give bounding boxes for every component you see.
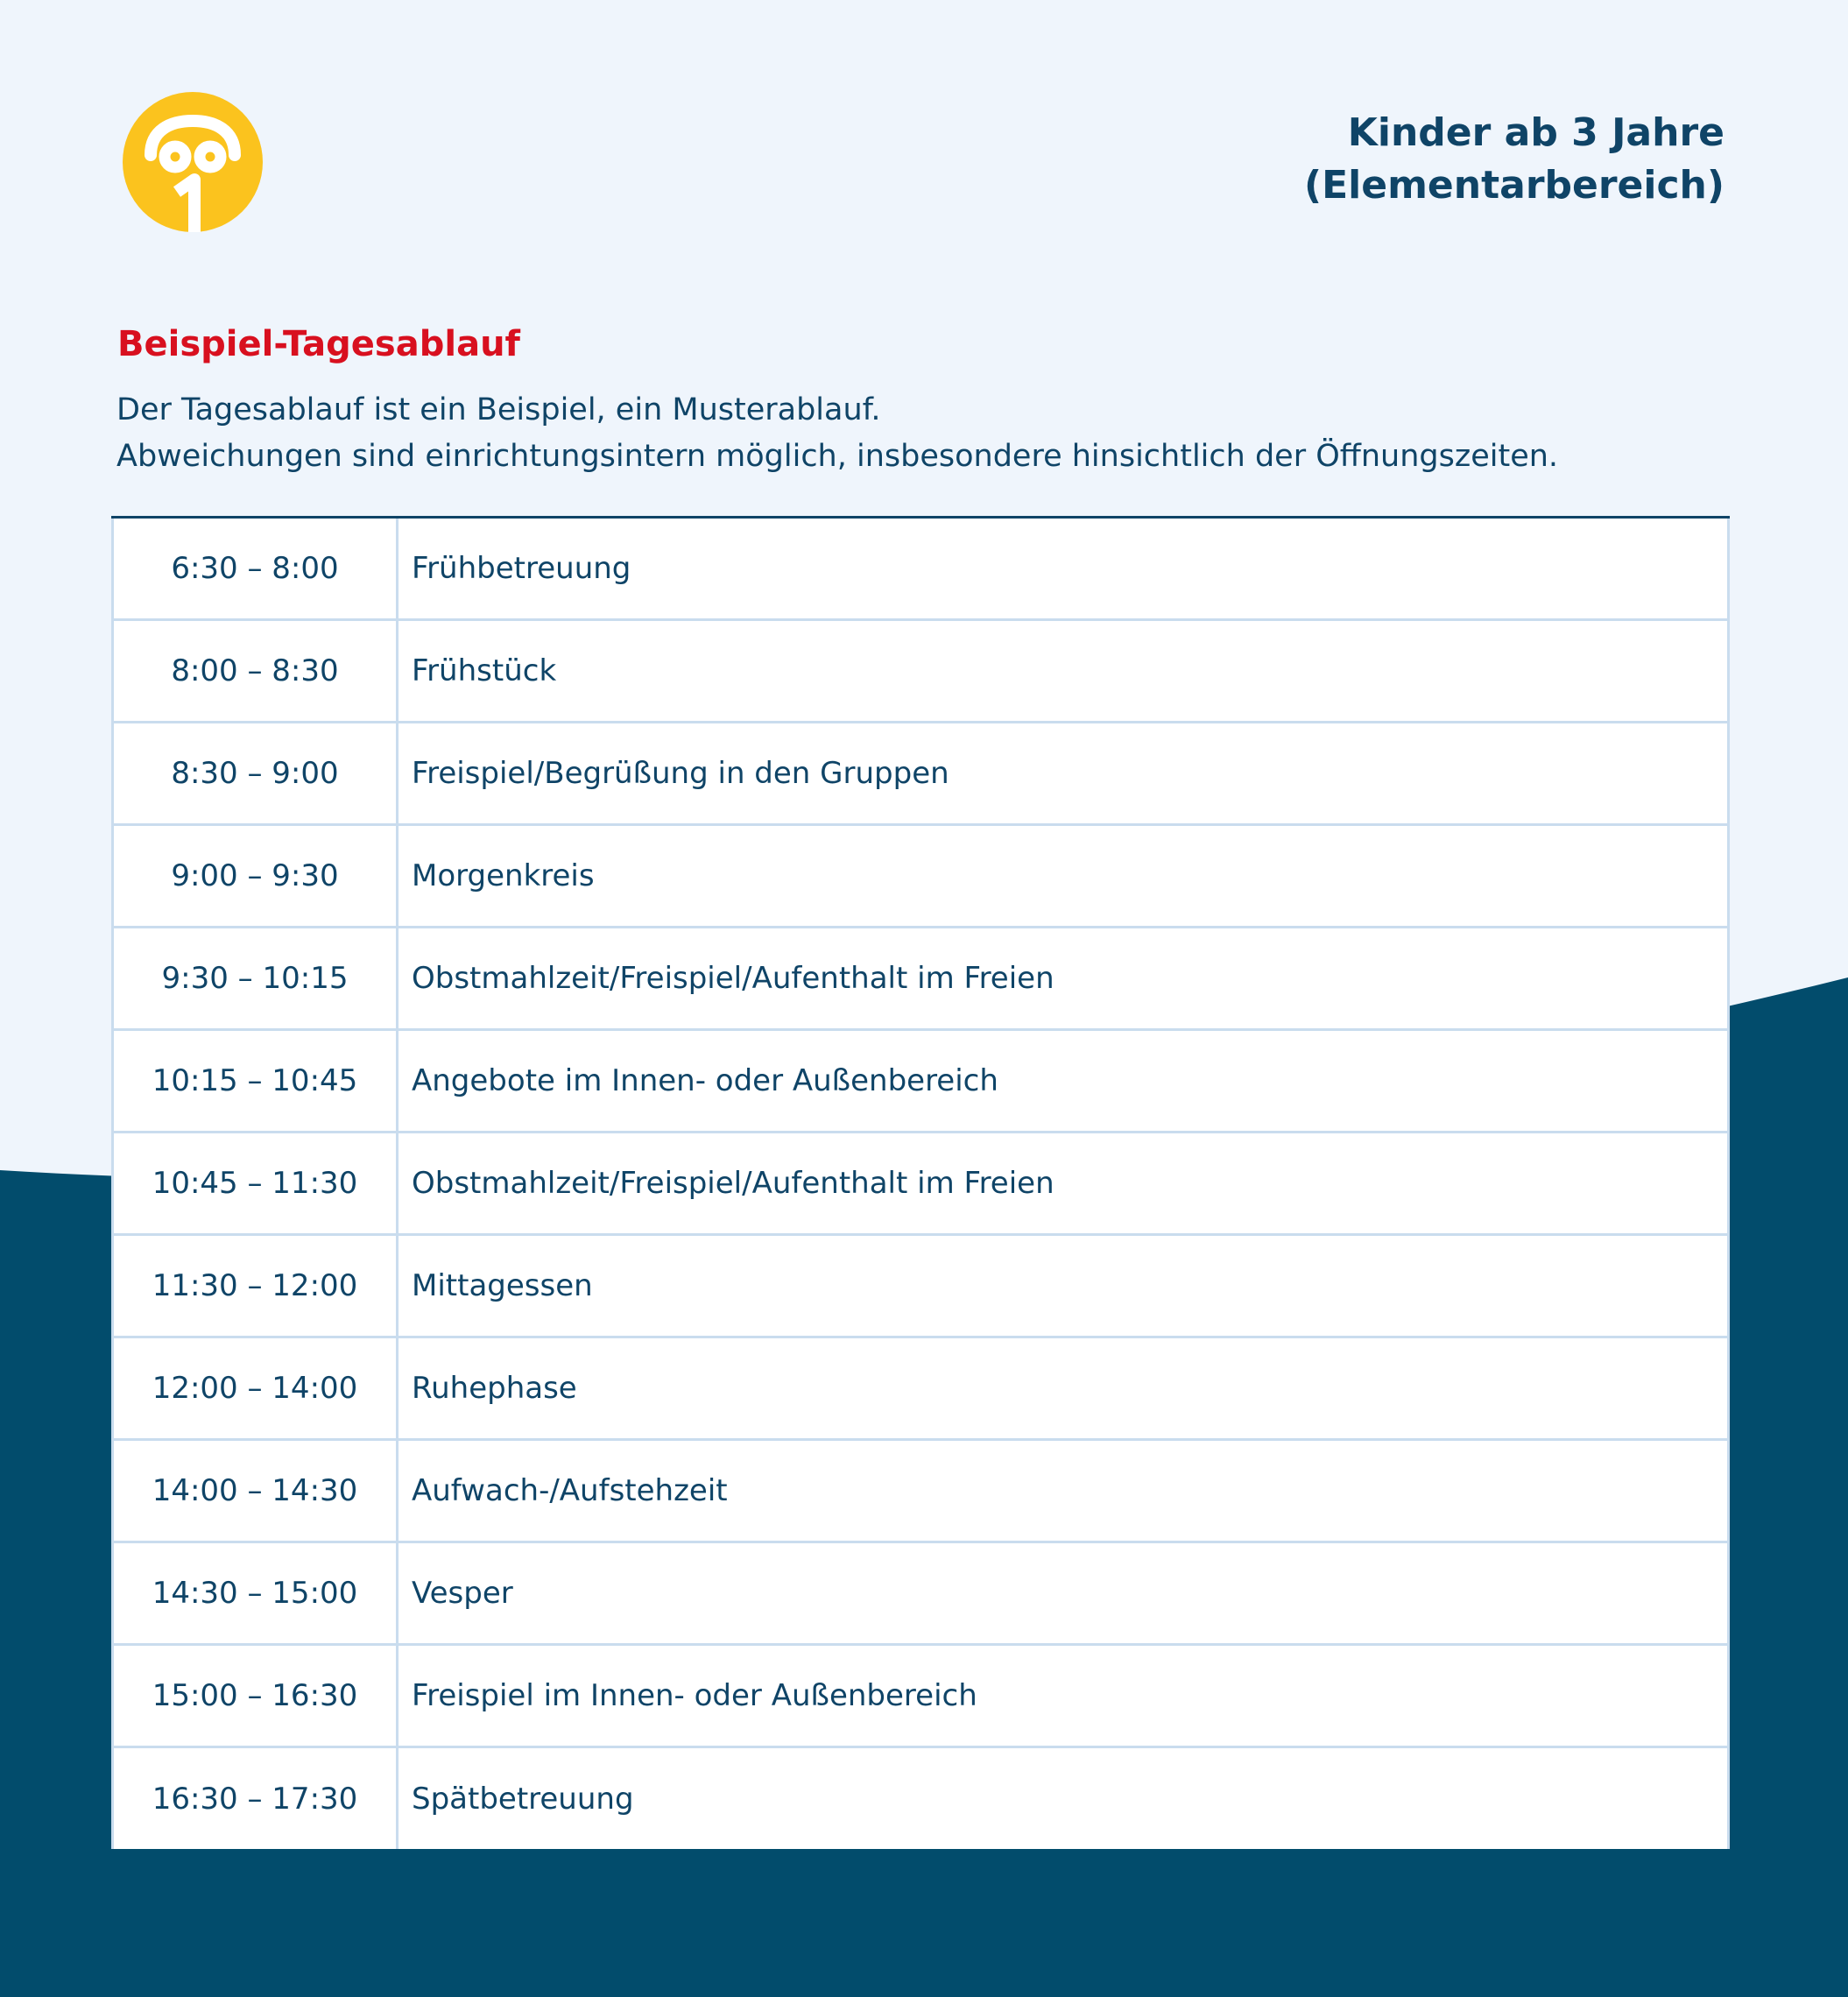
- audience-title: [1304, 107, 1725, 212]
- activity-cell: Frühbetreuung: [399, 519, 1730, 618]
- audience-title-line2: (Elementarbereich): [1303, 163, 1725, 208]
- table-row: [111, 1236, 1730, 1338]
- table-row: [111, 519, 1730, 621]
- table-row: [111, 1338, 1730, 1441]
- section-title: Beispiel-Tagesablauf: [117, 324, 520, 364]
- table-row: [111, 1543, 1730, 1646]
- activity-cell: Freispiel im Innen- oder Außenbereich: [399, 1646, 1730, 1746]
- time-cell: 6:30 – 8:00: [111, 519, 399, 618]
- intro-line2: Abweichungen sind einrichtungsintern möglich, insbesondere hinsichtlich der Öffnungszeiten.: [116, 439, 1559, 474]
- time-cell: 14:00 – 14:30: [111, 1441, 399, 1541]
- time-cell: 10:15 – 10:45: [111, 1031, 399, 1131]
- table-row: [111, 1748, 1730, 1849]
- audience-title-line1: Kinder ab 3 Jahre: [1347, 110, 1725, 155]
- activity-cell: Morgenkreis: [399, 826, 1730, 926]
- intro-text: [116, 387, 1558, 480]
- activity-cell: Angebote im Innen- oder Außenbereich: [399, 1031, 1730, 1131]
- table-row: [111, 1441, 1730, 1543]
- activity-cell: Obstmahlzeit/Freispiel/Aufenthalt im Freien: [399, 1133, 1730, 1233]
- time-cell: 15:00 – 16:30: [111, 1646, 399, 1746]
- time-cell: 8:00 – 8:30: [111, 621, 399, 721]
- activity-cell: Ruhephase: [399, 1338, 1730, 1438]
- schedule-table: [111, 516, 1730, 1849]
- time-cell: 9:30 – 10:15: [111, 928, 399, 1028]
- table-row: [111, 1133, 1730, 1236]
- activity-cell: Spätbetreuung: [399, 1748, 1730, 1849]
- time-cell: 11:30 – 12:00: [111, 1236, 399, 1336]
- time-cell: 16:30 – 17:30: [111, 1748, 399, 1849]
- time-cell: 10:45 – 11:30: [111, 1133, 399, 1233]
- time-cell: 8:30 – 9:00: [111, 723, 399, 823]
- time-cell: 9:00 – 9:30: [111, 826, 399, 926]
- table-row: [111, 826, 1730, 928]
- table-row: [111, 928, 1730, 1031]
- intro-line1: Der Tagesablauf ist ein Beispiel, ein Musterablauf.: [116, 392, 881, 427]
- activity-cell: Frühstück: [399, 621, 1730, 721]
- table-row: [111, 723, 1730, 826]
- yellow-circle-face-logo-icon: [123, 92, 263, 232]
- time-cell: 12:00 – 14:00: [111, 1338, 399, 1438]
- activity-cell: Obstmahlzeit/Freispiel/Aufenthalt im Freien: [399, 928, 1730, 1028]
- table-row: [111, 1031, 1730, 1133]
- time-cell: 14:30 – 15:00: [111, 1543, 399, 1643]
- activity-cell: Vesper: [399, 1543, 1730, 1643]
- activity-cell: Aufwach-/Aufstehzeit: [399, 1441, 1730, 1541]
- table-row: [111, 621, 1730, 723]
- activity-cell: Mittagessen: [399, 1236, 1730, 1336]
- activity-cell: Freispiel/Begrüßung in den Gruppen: [399, 723, 1730, 823]
- table-row: [111, 1646, 1730, 1748]
